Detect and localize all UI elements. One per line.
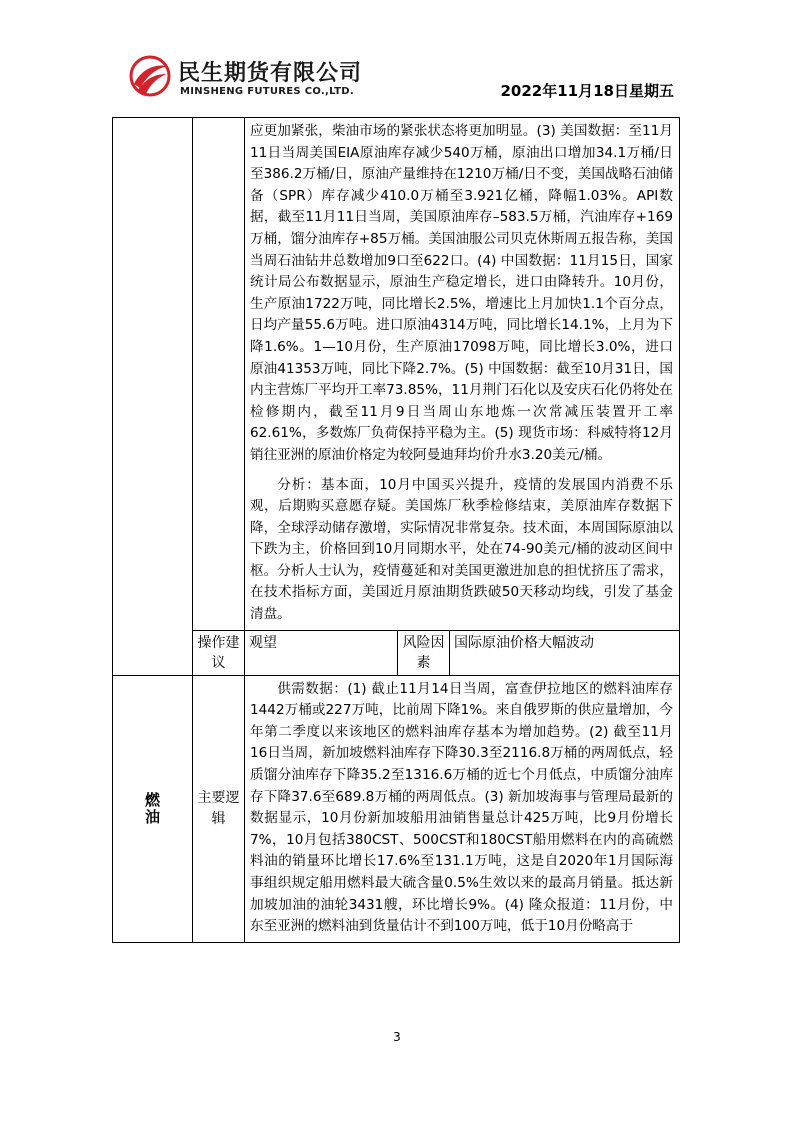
ops-advice: 观望 bbox=[245, 631, 398, 675]
operation-row bbox=[193, 630, 679, 675]
logic-row bbox=[193, 676, 679, 942]
category-cell bbox=[113, 118, 193, 675]
minsheng-logo-icon bbox=[128, 54, 172, 98]
analysis-paragraph: 分析：基本面，10月中国买兴提升，疫情的发展国内消费不乐观，后期购买意愿存疑。美国炼厂秋季检修结束，美原油库存数据下降，全球浮动储存激增，实际情况非常复杂。技术面，本周国际原油以下跌为主，价格回到10月同期水平，处在74-90美元/桶的波动区间中枢。分析人士认为，疫情蔓延和对美国更激进加息的担忧挤压了需求，在技术指标方面，美国近月原油期货跌破50天移动均线，引发了基金清盘。 bbox=[250, 476, 673, 623]
logic-content bbox=[245, 676, 679, 942]
risk-text: 国际原油价格大幅波动 bbox=[454, 634, 594, 651]
logic-content bbox=[245, 118, 679, 630]
supply-demand-paragraph: 供需数据：(1) 截止11月14日当周，富查伊拉地区的燃料油库存1442万桶或227万吨，比前周下降1%。来自俄罗斯的供应量增加，今年第二季度以来该地区的燃料油库存基本为增加趋势。(2) 截至11月16日当周，新加坡燃料油库存下降30.3至2116.8万桶的两周低点，轻质馏分油库存下降35.2至1316.6万桶的近七个月低点，中质馏分油库存下降37.6至689.8万桶的两周低点。(3) 新加坡海事与管理局最新的数据显示，10月份新加坡船用油销售量总计425万吨，比9月份增长7%，10月包括380CST、500CST和180CST船用燃料在内的高硫燃料油的销量环比增长17.6%至131.1万吨，这是自2020年1月国际海事组织规定船用燃料最大硫含量0.5%生效以来的最高月销量。抵达新加坡加油的油轮3431艘，环比增长9%。(4) 隆众报道：11月份，中东至亚洲的燃料油到货量估计不到100万吨，低于10月份略高于 bbox=[250, 680, 673, 935]
logic-label: 主要逻辑 bbox=[193, 676, 245, 942]
company-name-cn: 民生期货有限公司 bbox=[178, 61, 363, 86]
report-date: 2022年11月18日星期五 bbox=[500, 82, 674, 100]
commodity-table bbox=[112, 118, 680, 943]
category-label-fuel-oil: 燃油 bbox=[143, 791, 161, 826]
ops-label: 操作建议 bbox=[193, 631, 245, 675]
crude-oil-section bbox=[112, 118, 680, 676]
logic-row bbox=[193, 118, 679, 630]
category-cell bbox=[113, 676, 193, 942]
sublabel-cell bbox=[193, 118, 245, 630]
page-number: 3 bbox=[393, 1030, 401, 1044]
data-paragraph: 应更加紧张，柴油市场的紧张状态将更加明显。(3) 美国数据：至11月11日当周美国EIA原油库存减少540万桶，原油出口增加34.1万桶/日至386.2万桶/日，原油产量维持在1210万桶/日不变，美国战略石油储备（SPR）库存减少410.0万桶至3.921亿桶，降幅1.03%。API数据，截至11月11日当周，美国原油库存–583.5万桶，汽油库存+169万桶，馏分油库存+85万桶。美国油服公司贝克休斯周五报告称，美国当周石油钻井总数增加9口至622口。(4) 中国数据：11月15日，国家统计局公布数据显示，原油生产稳定增长，进口由降转升。10月份，生产原油1722万吨，同比增长2.5%，增速比上月加快1.1个百分点，日均产量55.6万吨。进口原油4314万吨，同比增长14.1%，上月为下降1.6%。1—10月份，生产原油17098万吨，同比增长3.0%，进口原油41353万吨，同比下降2.7%。(5) 中国数据：截至10月31日，国内主营炼厂平均开工率73.85%，11月荆门石化以及安庆石化仍将处在检修期内，截至11月9日当周山东地炼一次常减压装置开工率62.61%，多数炼厂负荷保持平稳为主。(5) 现货市场：科威特将12月销往亚洲的原油价格定为较阿曼迪拜均价升水3.20美元/桶。 bbox=[250, 123, 673, 463]
page-header bbox=[112, 50, 680, 118]
risk-label: 风险因素 bbox=[398, 631, 450, 675]
company-logo bbox=[128, 54, 368, 104]
fuel-oil-section bbox=[112, 676, 680, 943]
company-name-en: MINSHENG FUTURES CO.,LTD. bbox=[180, 86, 354, 97]
